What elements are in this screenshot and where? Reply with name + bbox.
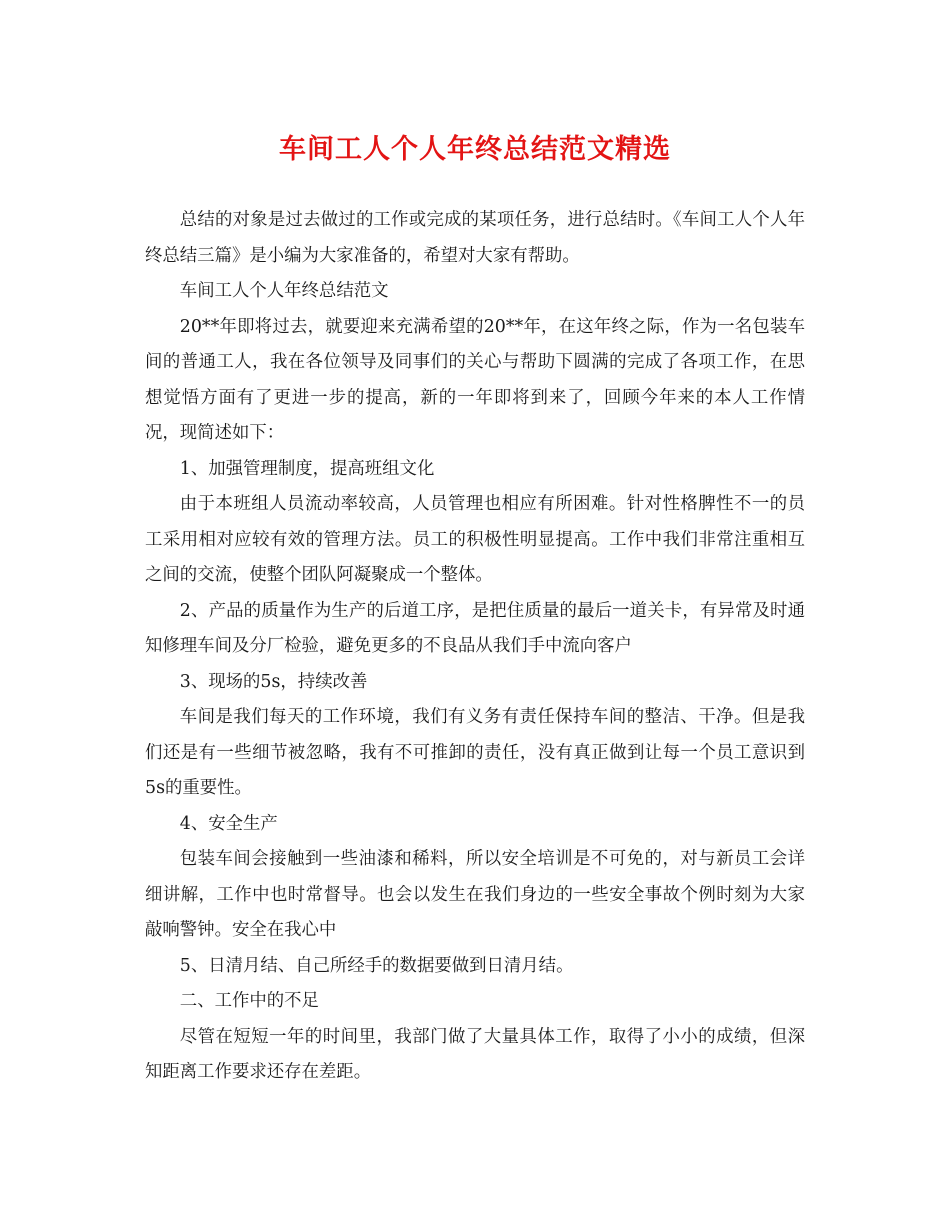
section-heading: 3、现场的5s，持续改善 — [179, 671, 368, 692]
document-title: 车间工人个人年终总结范文精选 — [279, 134, 671, 165]
paragraph: 由于本班组人员流动率较高，人员管理也相应有所困难。针对性格脾性不一的员工采用相对应较有效的管理方法。员工的积极性明显提高。工作中我们非常注重相互之间的交流，使整个团队阿凝聚成一个整体。 — [145, 494, 805, 585]
section-heading: 1、加强管理制度，提高班组文化 — [179, 458, 435, 479]
paragraph: 总结的对象是过去做过的工作或完成的某项任务，进行总结时。《车间工人个人年终总结三篇》是小编为大家准备的，希望对大家有帮助。 — [145, 210, 805, 266]
section-heading: 车间工人个人年终总结范文 — [179, 281, 389, 301]
paragraph: 尽管在短短一年的时间里，我部门做了大量具体工作，取得了小小的成绩，但深知距离工作要求还存在差距。 — [145, 1026, 805, 1082]
paragraph: 包装车间会接触到一些油漆和稀料，所以安全培训是不可免的，对与新员工会详细讲解，工作中也时常督导。也会以发生在我们身边的一些安全事故个例时刻为大家敲响警钟。安全在我心中 — [145, 849, 805, 940]
document-body — [145, 203, 805, 1091]
paragraph: 5、日清月结、自己所经手的数据要做到日清月结。 — [179, 955, 574, 976]
section-heading: 4、安全生产 — [179, 813, 278, 834]
section-heading: 二、工作中的不足 — [179, 991, 319, 1011]
paragraph: 20**年即将过去，就要迎来充满希望的20**年，在这年终之际，作为一名包装车间的普通工人，我在各位领导及同事们的关心与帮助下圆满的完成了各项工作，在思想觉悟方面有了更进一步的提高，新的一年即将到来了，回顾今年来的本人工作情况，现简述如下： — [145, 316, 805, 443]
paragraph: 车间是我们每天的工作环境，我们有义务有责任保持车间的整洁、干净。但是我们还是有一些细节被忽略，我有不可推卸的责任，没有真正做到让每一个员工意识到5s的重要性。 — [145, 707, 805, 798]
paragraph: 2、产品的质量作为生产的后道工序，是把住质量的最后一道关卡，有异常及时通知修理车间及分厂检验，避免更多的不良品从我们手中流向客户 — [145, 600, 805, 656]
